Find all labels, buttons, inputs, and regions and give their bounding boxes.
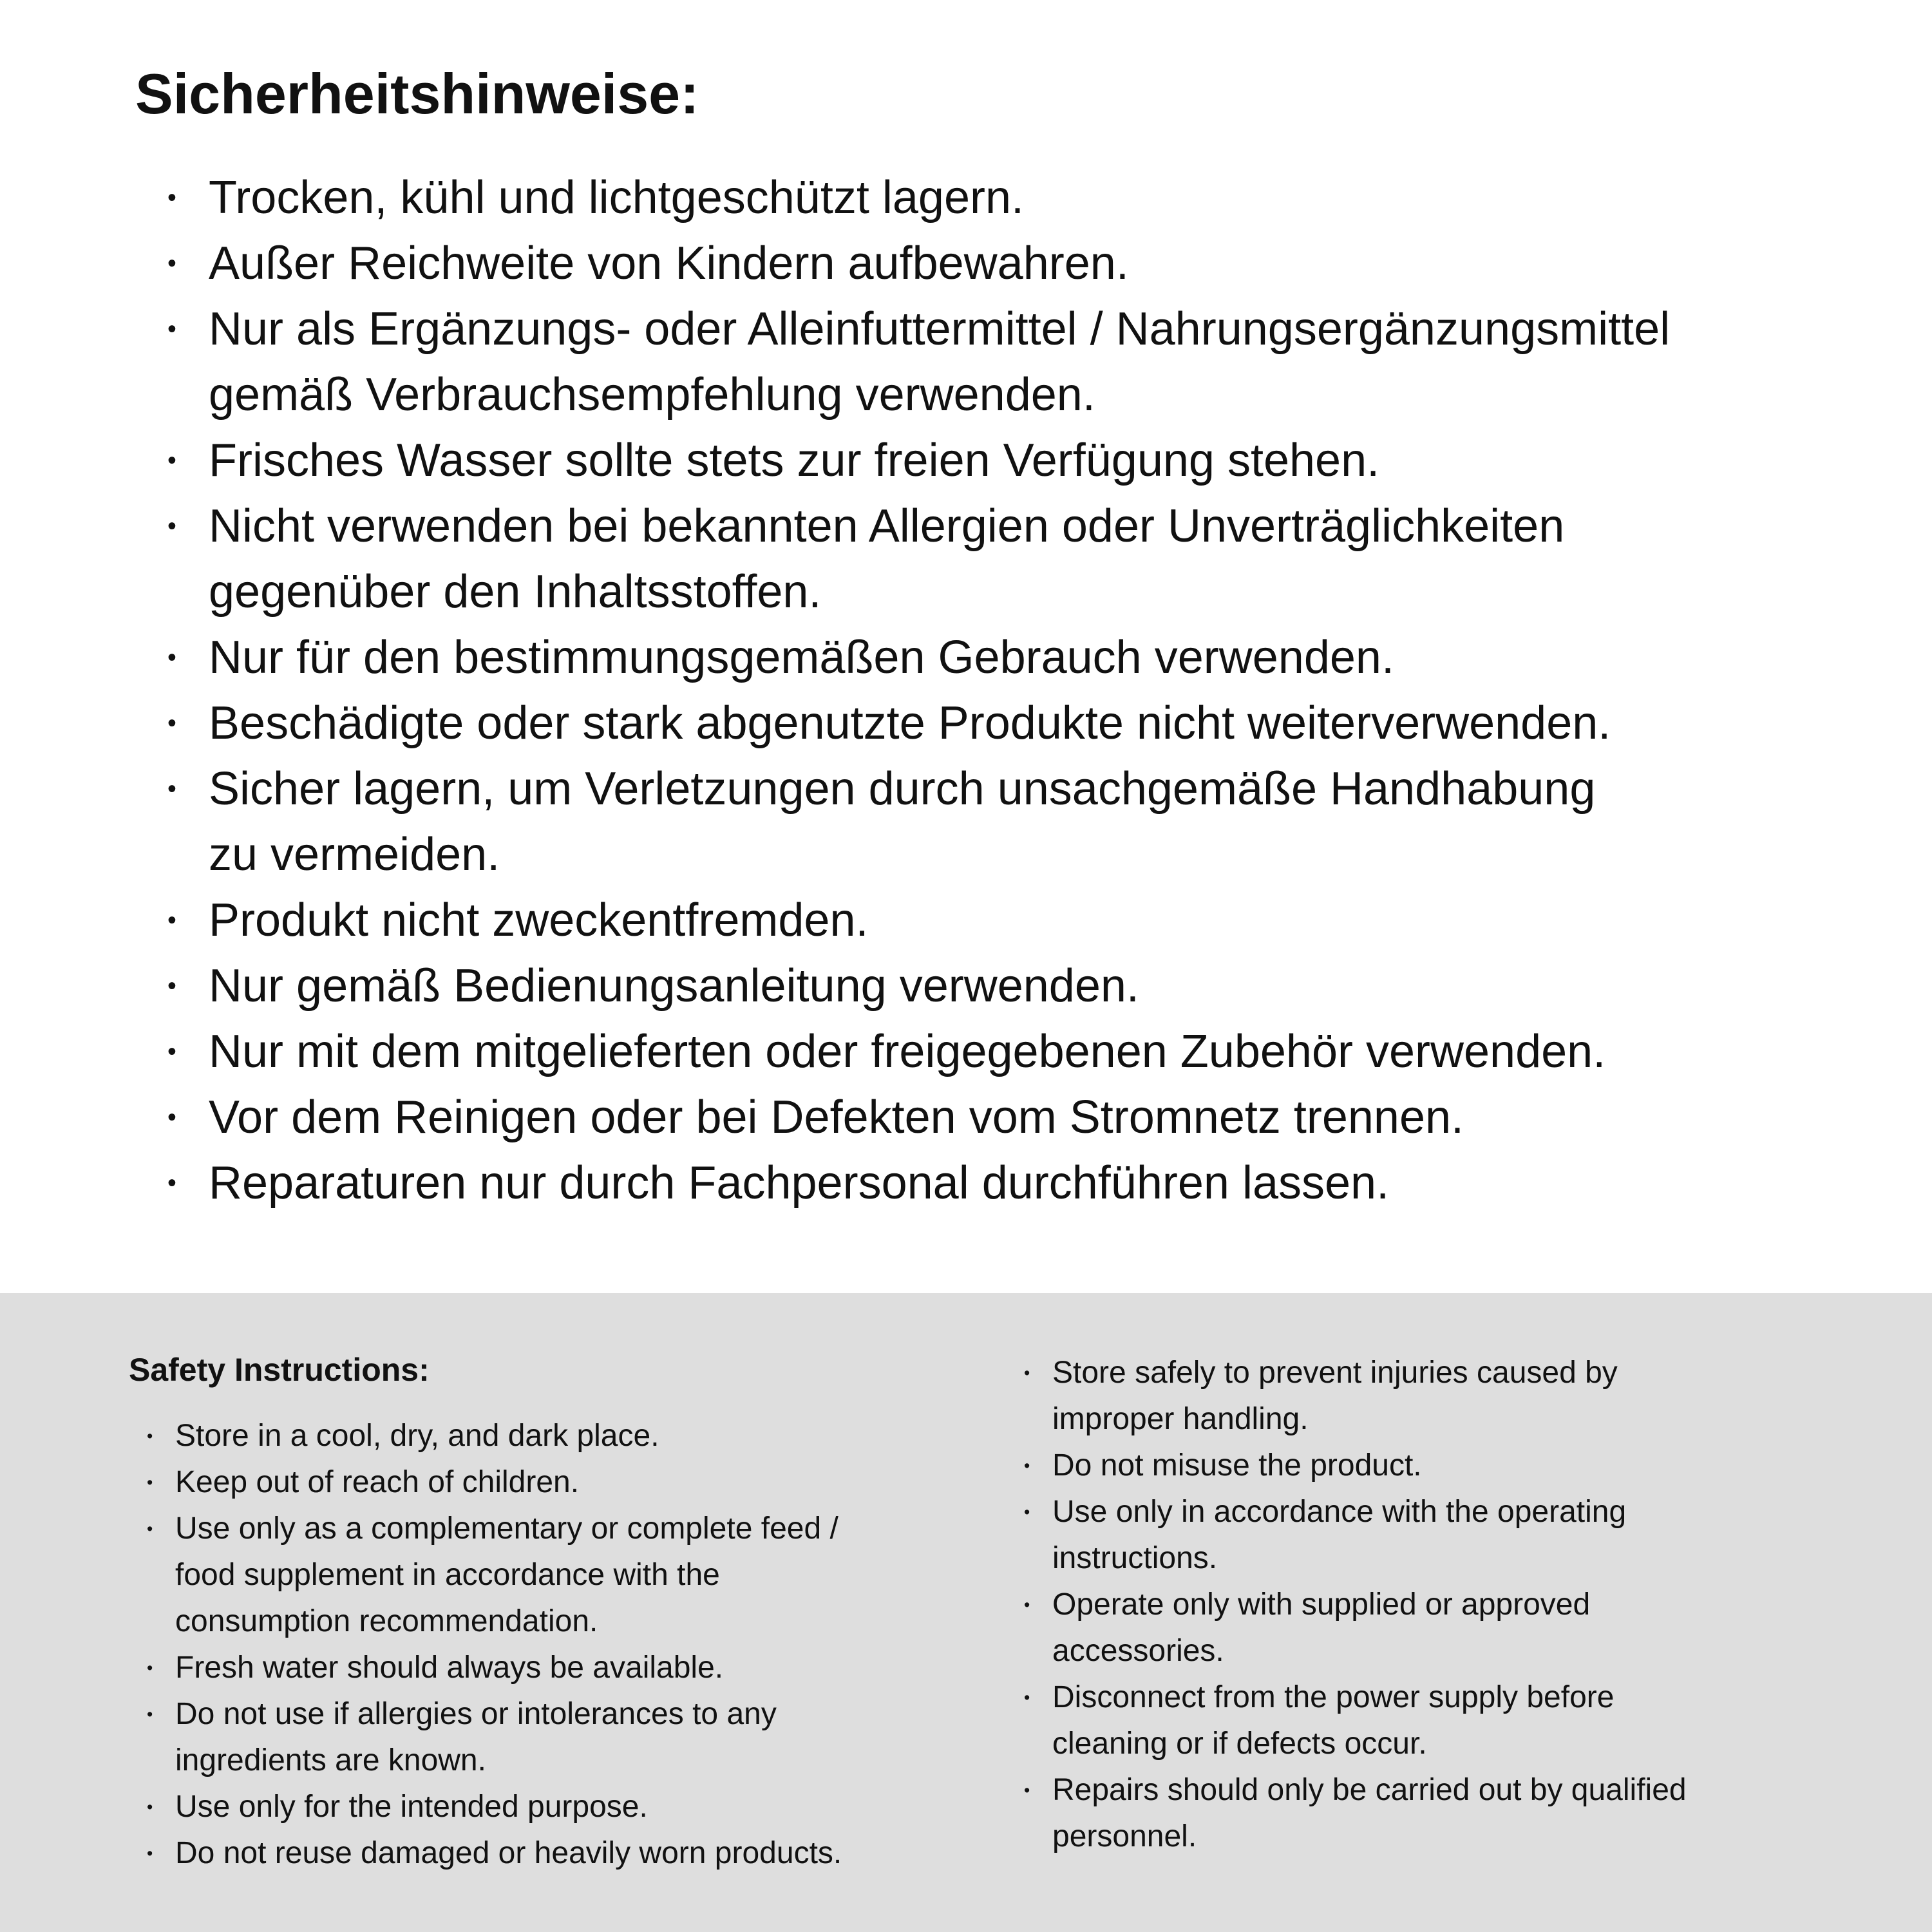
list-item: [1024, 1674, 1868, 1767]
english-safety-list-right: [1024, 1350, 1868, 1860]
bullet-icon: •: [1024, 1363, 1030, 1383]
bullet-icon: •: [147, 1519, 153, 1539]
bullet-icon: •: [167, 249, 176, 278]
text-line: Beschädigte oder stark abgenutzte Produkte nicht weiterverwenden.: [209, 697, 1611, 749]
list-item: [167, 1084, 1893, 1150]
list-item-text: [1052, 1489, 1868, 1582]
bullet-icon: •: [147, 1658, 153, 1678]
list-item: [1024, 1443, 1868, 1489]
text-line: food supplement in accordance with the: [175, 1558, 720, 1592]
text-line: gegenüber den Inhaltsstoffen.: [209, 566, 822, 618]
list-item-text: [209, 756, 1893, 887]
english-right-column: [1024, 1350, 1868, 1932]
bullet-icon: •: [1024, 1456, 1030, 1475]
text-line: gemäß Verbrauchsempfehlung verwenden.: [209, 369, 1095, 421]
list-item-text: [175, 1459, 985, 1506]
list-item: [167, 953, 1893, 1019]
text-line: Frisches Wasser sollte stets zur freien Verfügung stehen.: [209, 435, 1380, 486]
list-item-text: [1052, 1582, 1868, 1674]
bullet-icon: •: [167, 709, 176, 737]
text-line: Nicht verwenden bei bekannten Allergien oder Unverträglichkeiten: [209, 500, 1565, 552]
bullet-icon: •: [167, 512, 176, 540]
list-item: [167, 887, 1893, 953]
text-line: Keep out of reach of children.: [175, 1465, 580, 1499]
list-item-text: [1052, 1350, 1868, 1443]
list-item-text: [1052, 1674, 1868, 1767]
list-item: [1024, 1767, 1868, 1860]
text-line: Nur für den bestimmungsgemäßen Gebrauch verwenden.: [209, 632, 1394, 683]
text-line: Nur mit dem mitgelieferten oder freigegebenen Zubehör verwenden.: [209, 1026, 1606, 1077]
text-line: ingredients are known.: [175, 1743, 486, 1777]
text-line: Produkt nicht zweckentfremden.: [209, 895, 869, 946]
text-line: Operate only with supplied or approved: [1052, 1587, 1591, 1622]
list-item-text: [209, 428, 1893, 493]
list-item-text: [209, 953, 1893, 1019]
bullet-icon: •: [167, 446, 176, 475]
bullet-icon: •: [1024, 1502, 1030, 1522]
list-item-text: [209, 1019, 1893, 1084]
list-item: [167, 231, 1893, 296]
text-line: Vor dem Reinigen oder bei Defekten vom Stromnetz trennen.: [209, 1092, 1464, 1143]
text-line: improper handling.: [1052, 1402, 1309, 1436]
bullet-icon: •: [167, 1103, 176, 1132]
text-line: instructions.: [1052, 1541, 1218, 1575]
text-line: personnel.: [1052, 1819, 1197, 1853]
text-line: Repairs should only be carried out by qualified: [1052, 1773, 1687, 1807]
english-safety-list-left: [129, 1413, 985, 1877]
bullet-icon: •: [1024, 1688, 1030, 1707]
bullet-icon: •: [147, 1844, 153, 1863]
text-line: Außer Reichweite von Kindern aufbewahren.: [209, 238, 1129, 289]
bullet-icon: •: [167, 972, 176, 1000]
list-item-text: [175, 1645, 985, 1691]
text-line: Use only in accordance with the operating: [1052, 1495, 1627, 1529]
list-item-text: [209, 887, 1893, 953]
list-item-text: [209, 165, 1893, 231]
text-line: Use only as a complementary or complete feed /: [175, 1511, 838, 1546]
list-item: [167, 493, 1893, 625]
text-line: Do not use if allergies or intolerances to any: [175, 1697, 777, 1731]
list-item: [167, 428, 1893, 493]
list-item: [147, 1413, 985, 1459]
text-line: Do not misuse the product.: [1052, 1448, 1422, 1482]
bullet-icon: •: [167, 1169, 176, 1197]
list-item-text: [209, 296, 1893, 428]
list-item-text: [209, 690, 1893, 756]
text-line: consumption recommendation.: [175, 1604, 598, 1638]
list-item: [147, 1691, 985, 1784]
list-item-text: [209, 1150, 1893, 1216]
text-line: Trocken, kühl und lichtgeschützt lagern.: [209, 172, 1025, 223]
bullet-icon: •: [167, 184, 176, 212]
list-item-text: [175, 1691, 985, 1784]
bullet-icon: •: [167, 1037, 176, 1066]
list-item-text: [209, 625, 1893, 690]
bullet-icon: •: [1024, 1595, 1030, 1615]
list-item: [167, 296, 1893, 428]
english-left-column: [129, 1350, 985, 1932]
text-line: Reparaturen nur durch Fachpersonal durchführen lassen.: [209, 1157, 1390, 1209]
list-item-text: [1052, 1767, 1868, 1860]
list-item-text: [1052, 1443, 1868, 1489]
list-item: [1024, 1582, 1868, 1674]
bullet-icon: •: [167, 643, 176, 672]
text-line: Use only for the intended purpose.: [175, 1790, 648, 1824]
list-item-text: [175, 1506, 985, 1645]
list-item-text: [175, 1413, 985, 1459]
english-section-title: Safety Instructions:: [129, 1352, 430, 1388]
list-item: [167, 1150, 1893, 1216]
bullet-icon: •: [1024, 1781, 1030, 1800]
text-line: Disconnect from the power supply before: [1052, 1680, 1615, 1714]
text-line: zu vermeiden.: [209, 829, 500, 880]
text-line: Fresh water should always be available.: [175, 1651, 724, 1685]
list-item: [1024, 1350, 1868, 1443]
text-line: Sicher lagern, um Verletzungen durch unsachgemäße Handhabung: [209, 763, 1596, 815]
list-item-text: [175, 1830, 985, 1877]
list-item: [147, 1830, 985, 1877]
bullet-icon: •: [147, 1797, 153, 1817]
bullet-icon: •: [167, 775, 176, 803]
list-item-text: [209, 231, 1893, 296]
list-item: [167, 690, 1893, 756]
text-line: Nur als Ergänzungs- oder Alleinfuttermittel / Nahrungsergänzungsmittel: [209, 303, 1671, 355]
list-item-text: [175, 1784, 985, 1830]
german-safety-list: [135, 165, 1893, 1216]
list-item: [147, 1645, 985, 1691]
list-item: [147, 1784, 985, 1830]
german-section-title: Sicherheitshinweise:: [135, 62, 699, 126]
bullet-icon: •: [147, 1426, 153, 1446]
list-item: [167, 756, 1893, 887]
text-line: Nur gemäß Bedienungsanleitung verwenden.: [209, 960, 1139, 1012]
bullet-icon: •: [147, 1473, 153, 1492]
bullet-icon: •: [147, 1705, 153, 1724]
text-line: Store in a cool, dry, and dark place.: [175, 1419, 659, 1453]
list-item: [1024, 1489, 1868, 1582]
bullet-icon: •: [167, 315, 176, 343]
list-item: [167, 165, 1893, 231]
list-item: [167, 1019, 1893, 1084]
text-line: accessories.: [1052, 1634, 1224, 1668]
text-line: Do not reuse damaged or heavily worn products.: [175, 1836, 842, 1870]
english-safety-section: [0, 1293, 1932, 1932]
list-item: [147, 1459, 985, 1506]
list-item: [147, 1506, 985, 1645]
text-line: Store safely to prevent injuries caused by: [1052, 1356, 1618, 1390]
list-item-text: [209, 1084, 1893, 1150]
list-item-text: [209, 493, 1893, 625]
bullet-icon: •: [167, 906, 176, 934]
list-item: [167, 625, 1893, 690]
text-line: cleaning or if defects occur.: [1052, 1727, 1427, 1761]
